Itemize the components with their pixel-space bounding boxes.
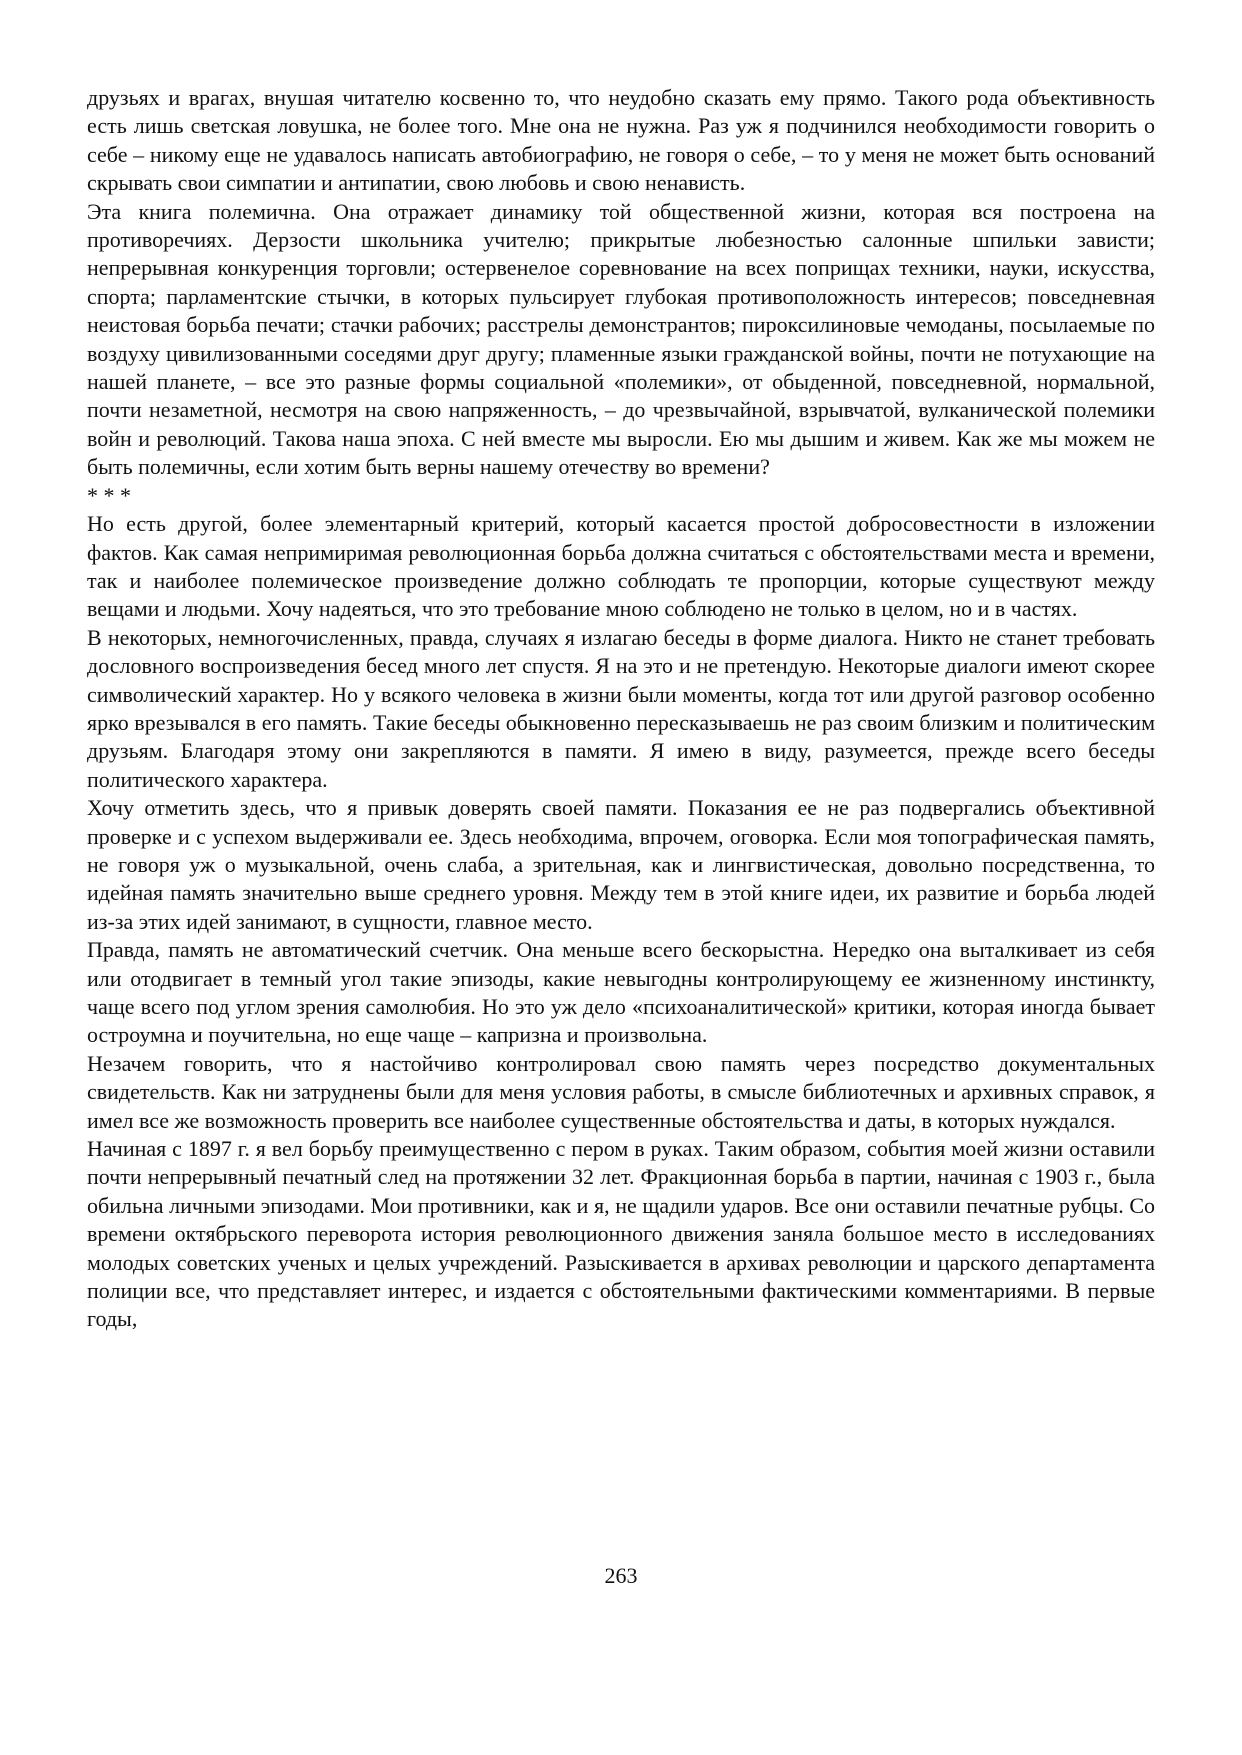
paragraph-6: Правда, память не автоматический счетчик. Она меньше всего бескорыстна. Нередко она выталкивает из себя или отодвигает в темный угол такие эпизоды, какие невыгодны контролирующему ее жизненному инстинкту, чаще всего под углом зрения самолюбия. Но это уж дело «психоаналитической» критики, которая иногда бывает остроумна и поучительна, но еще чаще – капризна и произвольна. [87, 937, 1155, 1048]
body-text [87, 84, 1155, 1334]
paragraph-1: друзьях и врагах, внушая читателю косвенно то, что неудобно сказать ему прямо. Такого рода объективность есть лишь светская ловушка, не более того. Мне она не нужна. Раз уж я подчинился необходимости говорить о себе – никому еще не удавалось написать автобиографию, не говоря о себе, – то у меня не может быть оснований скрывать свои симпатии и антипатии, свою любовь и свою ненависть. [87, 85, 1155, 196]
paragraph-5: Хочу отметить здесь, что я привык доверять своей памяти. Показания ее не раз подвергались объективной проверке и с успехом выдерживали ее. Здесь необходима, впрочем, оговорка. Если моя топографическая память, не говоря уж о музыкальной, очень слаба, а зрительная, как и лингвистическая, довольно посредственна, то идейная память значительно выше среднего уровня. Между тем в этой книге идеи, их развитие и борьба людей из-за этих идей занимают, в сущности, главное место. [87, 795, 1155, 934]
paragraph-7: Незачем говорить, что я настойчиво контролировал свою память через посредство документальных свидетельств. Как ни затруднены были для меня условия работы, в смысле библиотечных и архивных справок, я имел все же возможность проверить все наиболее существенные обстоятельства и даты, в которых нуждался. [87, 1050, 1155, 1133]
page-number: 263 [604, 1563, 638, 1588]
paragraph-8: Начиная с 1897 г. я вел борьбу преимущественно с пером в руках. Таким образом, события моей жизни оставили почти непрерывный печатный след на протяжении 32 лет. Фракционная борьба в партии, начиная с 1903 г., была обильна личными эпизодами. Мои противники, как и я, не щадили ударов. Все они оставили печатные рубцы. Со времени октябрьского переворота история революционного движения заняла большое место в исследованиях молодых советских ученых и целых учреждений. Разыскивается в архивах революции и царского департамента полиции все, что представляет интерес, и издается с обстоятельными фактическими комментариями. В первые годы, [87, 1136, 1155, 1332]
paragraph-4: В некоторых, немногочисленных, правда, случаях я излагаю беседы в форме диалога. Никто не станет требовать дословного воспроизведения бесед много лет спустя. Я на это и не претендую. Некоторые диалоги имеют скорее символический характер. Но у всякого человека в жизни были моменты, когда тот или другой разговор особенно ярко врезывался в его память. Такие беседы обыкновенно пересказываешь не раз своим близким и политическим друзьям. Благодаря этому они закрепляются в памяти. Я имею в виду, разумеется, прежде всего беседы политического характера. [87, 624, 1155, 792]
paragraph-3: Но есть другой, более элементарный критерий, который касается простой добросовестности в изложении фактов. Как самая непримиримая революционная борьба должна считаться с обстоятельствами места и времени, так и наиболее полемическое произведение должно соблюдать те пропорции, которые существуют между вещами и людьми. Хочу надеяться, что это требование мною соблюдено не только в целом, но и в частях. [87, 511, 1155, 622]
paragraph-2: Эта книга полемична. Она отражает динамику той общественной жизни, которая вся построена на противоречиях. Дерзости школьника учителю; прикрытые любезностью салонные шпильки зависти; непрерывная конкуренция торговли; остервенелое соревнование на всех поприщах техники, науки, искусства, спорта; парламентские стычки, в которых пульсирует глубокая противоположность интересов; повседневная неистовая борьба печати; стачки рабочих; расстрелы демонстрантов; пироксилиновые чемоданы, посылаемые по воздуху цивилизованными соседями друг другу; пламенные языки гражданской войны, почти не потухающие на нашей планете, – все это разные формы социальной «полемики», от обыденной, повседневной, нормальной, почти незаметной, несмотря на свою напряженность, – до чрезвычайной, взрывчатой, вулканической полемики войн и революций. Такова наша эпоха. С ней вместе мы выросли. Ею мы дышим и живем. Как же мы можем не быть полемичны, если хотим быть верны нашему отечеству во времени? [87, 198, 1155, 480]
section-separator: * * * [87, 482, 131, 508]
